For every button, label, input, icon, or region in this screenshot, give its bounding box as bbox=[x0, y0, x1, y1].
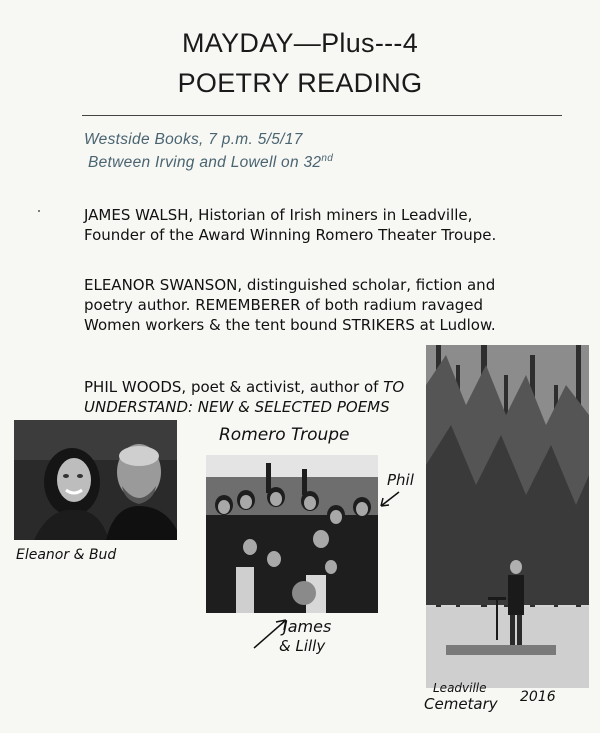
title-divider bbox=[82, 115, 562, 116]
caption-eleanor-bud: Eleanor & Bud bbox=[16, 547, 117, 563]
reader-james-walsh: JAMES WALSH, Historian of Irish miners in Leadville, Founder of the Award Winning Romero Theater Troupe. bbox=[84, 206, 497, 244]
page-subtitle: POETRY READING bbox=[177, 68, 423, 98]
photo-romero-troupe bbox=[206, 455, 378, 613]
caption-romero-troupe: Romero Troupe bbox=[219, 425, 350, 445]
caption-leadville: Leadville bbox=[433, 681, 487, 695]
caption-cemetary: Cemetary bbox=[424, 695, 498, 713]
caption-james: James bbox=[283, 617, 332, 636]
venue-line: Westside Books, 7 p.m. 5/5/17 bbox=[84, 131, 303, 148]
page-title: MAYDAY—Plus---4 bbox=[181, 28, 419, 58]
stray-mark bbox=[38, 210, 40, 212]
caption-phil: Phil bbox=[387, 471, 414, 489]
photo-eleanor-bud bbox=[14, 420, 177, 540]
caption-lilly: & Lilly bbox=[279, 637, 326, 655]
reader-phil-woods: PHIL WOODS, poet & activist, author of TO UNDERSTAND: NEW & SELECTED POEMS bbox=[84, 378, 405, 416]
arrow-to-phil bbox=[375, 488, 405, 510]
photo-leadville-cemetery bbox=[426, 345, 589, 688]
venue-location: Between Irving and Lowell on 32nd bbox=[88, 153, 334, 172]
caption-year: 2016 bbox=[520, 689, 556, 705]
reader-eleanor-swanson: ELEANOR SWANSON, distinguished scholar, fiction and poetry author. REMEMBERER of both radium ravaged Women workers & the tent bound STRIKERS at Ludlow. bbox=[84, 276, 496, 334]
